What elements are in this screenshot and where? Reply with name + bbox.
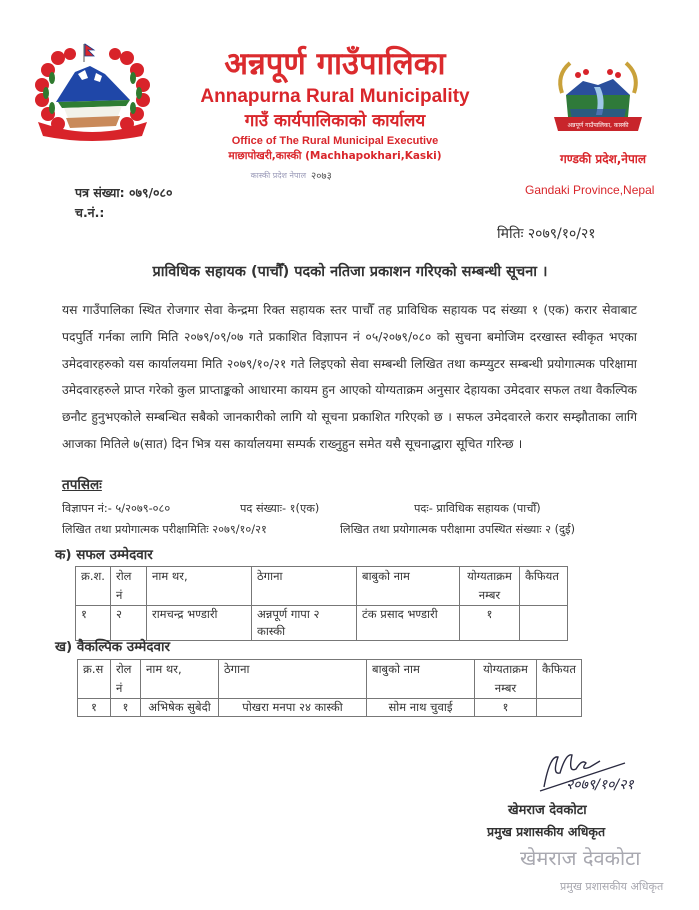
- date-line: [497, 224, 596, 243]
- header-merit-rank: योग्यताक्रम नम्बर: [475, 660, 537, 699]
- office-address: माछापोखरी,कास्की (Machhapokhari,Kaski): [228, 150, 442, 162]
- name-stamp: खेमराज देवकोटा: [520, 846, 641, 870]
- cell-address: अन्नपूर्ण गापा २ कास्की: [252, 606, 357, 641]
- header-name: नाम थर,: [147, 567, 252, 606]
- cell-merit-rank: १: [475, 699, 537, 717]
- header-roll-no: रोल नं: [111, 567, 147, 606]
- date-value: २०७९/१०/२१: [527, 226, 596, 242]
- header-address: ठेगाना: [252, 567, 357, 606]
- table-header-row: [76, 567, 568, 606]
- advertisement-number: विज्ञापन नं:- ५/२०७९-०८०: [62, 502, 171, 515]
- notice-subject: प्राविधिक सहायक (पाचौँ) पदको नतिजा प्रकाशन गरिएको सम्बन्धी सूचना ।: [152, 264, 548, 280]
- signature-date: २०७९/१०/२१: [566, 777, 634, 793]
- office-name-nepali: गाउँ कार्यपालिकाको कार्यालय: [244, 111, 426, 131]
- header-serial: क्र.स: [78, 660, 111, 699]
- post-name: पदः- प्राविधिक सहायक (पाचौँ): [414, 502, 541, 515]
- details-heading: तपसिलः: [62, 477, 102, 493]
- stamp-year: २०७३: [311, 171, 332, 182]
- alternate-candidates-title: ख) वैकल्पिक उम्मेदवार: [55, 639, 171, 655]
- table-row: [78, 699, 582, 717]
- header-name: नाम थर,: [141, 660, 219, 699]
- letter-number: ०७९/०८०: [128, 185, 173, 200]
- table-row: [76, 606, 568, 641]
- header-father-name: बाबुको नाम: [357, 567, 460, 606]
- dispatch-number-label: च.नं.:: [75, 205, 105, 220]
- province-name-english: Gandaki Province,Nepal: [525, 183, 655, 197]
- signatory-title: प्रमुख प्रशासकीय अधिकृत: [487, 824, 606, 839]
- successful-candidates-table: [75, 566, 568, 641]
- post-count: पद संख्याः- १(एक): [240, 502, 320, 515]
- exam-date: लिखित तथा प्रयोगात्मक परीक्षामितिः २०७९/१०/२१: [62, 523, 267, 536]
- nepal-coat-of-arms-emblem: [30, 40, 155, 145]
- faint-stamp-text: कास्की प्रदेश नेपाल: [250, 171, 306, 180]
- reference-block: [75, 183, 173, 223]
- cell-roll-no: २: [111, 606, 147, 641]
- header-serial: क्र.श.: [76, 567, 111, 606]
- title-stamp: प्रमुख प्रशासकीय अधिकृत: [560, 880, 664, 893]
- right-emblem-ribbon-text: अन्नपूर्ण गाउँपालिका, कास्की: [567, 122, 629, 129]
- province-name-nepali: गण्डकी प्रदेश,नेपाल: [560, 152, 647, 166]
- cell-father-name: सोम नाथ चुवाई: [367, 699, 475, 717]
- header-remarks: कैफियत: [537, 660, 582, 699]
- signatory-name: खेमराज देवकोटा: [508, 803, 587, 818]
- cell-roll-no: १: [111, 699, 141, 717]
- office-name-english: Office of The Rural Municipal Executive: [231, 135, 439, 147]
- cell-serial: १: [76, 606, 111, 641]
- date-label: मितिः: [497, 226, 524, 242]
- cell-name: रामचन्द्र भण्डारी: [147, 606, 252, 641]
- exam-attendance: लिखित तथा प्रयोगात्मक परीक्षामा उपस्थित संख्याः २ (दुई): [340, 523, 575, 536]
- handwritten-signature: [530, 745, 650, 800]
- header-father-name: बाबुको नाम: [367, 660, 475, 699]
- municipality-name-nepali: अन्नपूर्ण गाउँपालिका: [224, 46, 446, 82]
- table-header-row: [78, 660, 582, 699]
- letter-number-label: पत्र संख्या:: [75, 185, 125, 200]
- header-roll-no: रोल नं: [111, 660, 141, 699]
- cell-merit-rank: १: [460, 606, 520, 641]
- cell-address: पोखरा मनपा २४ कास्की: [219, 699, 367, 717]
- municipality-name-english: Annapurna Rural Municipality: [200, 86, 470, 107]
- header-merit-rank: योग्यताक्रम नम्बर: [460, 567, 520, 606]
- cell-father-name: टंक प्रसाद भण्डारी: [357, 606, 460, 641]
- cell-serial: १: [78, 699, 111, 717]
- header-address: ठेगाना: [219, 660, 367, 699]
- cell-name: अभिषेक सुबेदी: [141, 699, 219, 717]
- gandaki-province-emblem: [548, 55, 648, 145]
- header-remarks: कैफियत: [520, 567, 568, 606]
- successful-candidates-title: क) सफल उम्मेदवार: [55, 547, 153, 563]
- cell-remarks: [520, 606, 568, 641]
- alternate-candidates-table: [77, 659, 582, 717]
- cell-remarks: [537, 699, 582, 717]
- notice-body: यस गाउँपालिका स्थित रोजगार सेवा केन्द्रमा रिक्त सहायक स्तर पाचौँ तह प्राविधिक सहायक पद संख्या १ (एक) करार सेवाबाट पदपुर्ति गर्नका लागि मिति २०७९/०९/०७ गते प्रकाशित विज्ञापन नं ०५/२०७९/०८० को सुचना बमोजिम दरखास्त स्वीकृत भएका उमेदवारहरुको यस कार्यालयमा मिति २०७९/१०/२१ गते लिइएको सेवा सम्बन्धी लिखित तथा कम्प्युटर सम्बन्धी प्रयोगात्मक परिक्षामा उमेदवारहरुले प्राप्त गरेको कुल प्राप्ताङ्कको आधारमा कायम हुन आएको योग्यताक्रम अनुसार देहायका उमेदवार सफल तथा वैकल्पिक छनौट हुनुभएकोले सम्बन्धित सबैको जानकारीको लागि यो सूचना प्रकाशित गरिएको छ । सफल उमेदवारले करार सम्झौताका लागि आजका मितिले ७(सात) दिन भित्र यस कार्यालयमा सम्पर्क राख्नुहुन समेत यसै सूचनाद्धारा सूचित गरिन्छ ।: [62, 303, 637, 451]
